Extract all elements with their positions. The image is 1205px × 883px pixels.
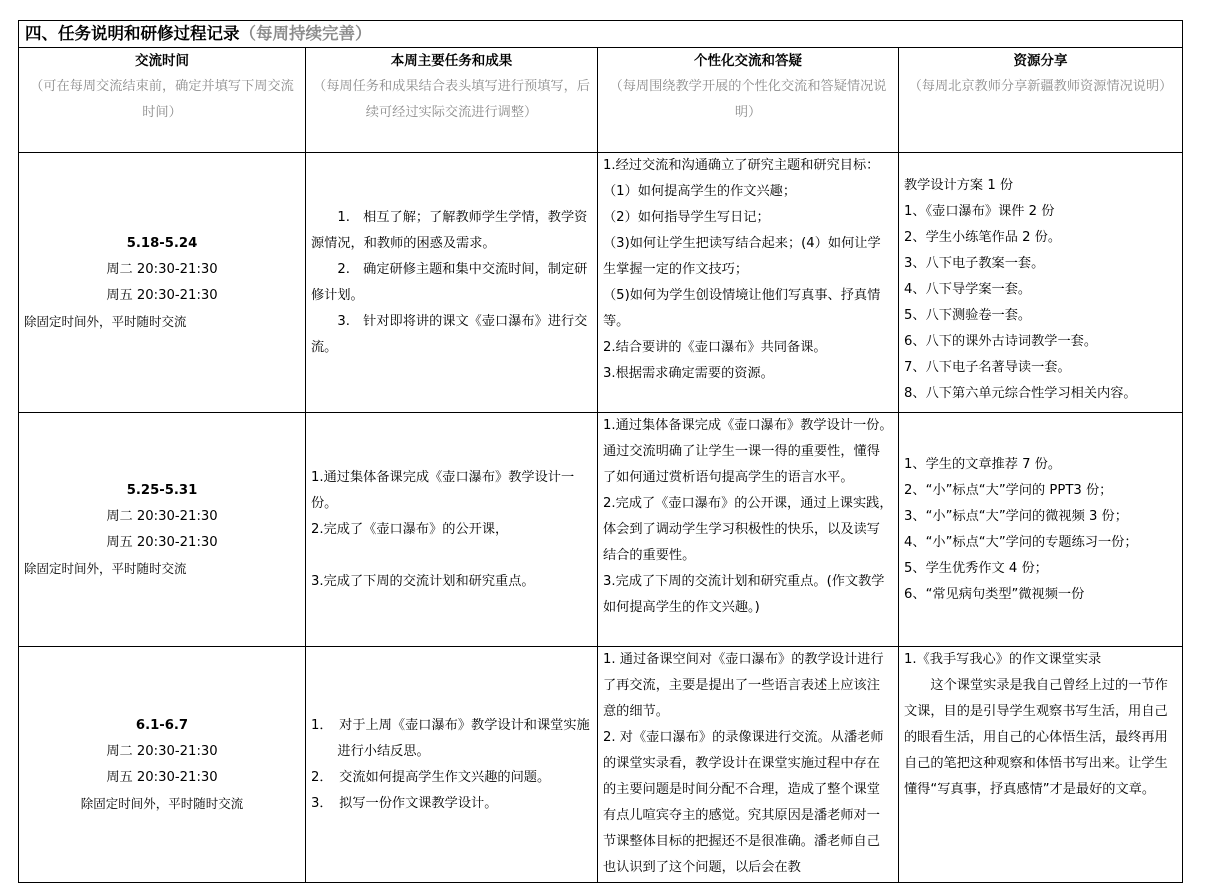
resource-item: 8、八下第六单元综合性学习相关内容。 [904,385,1137,401]
resource-item: 5、八下测验卷一套。 [904,307,1032,323]
resources-cell [899,153,1183,413]
section-title-main: 四、任务说明和研修过程记录 [25,24,240,43]
qa-item: （1）如何提高学生的作文兴趣； [603,184,797,199]
resource-item: 3、“小”标点“大”学问的微视频 3 份； [904,508,1128,524]
table-row [19,647,1183,883]
free-exchange-note: 除固定时间外，平时随时交流 [80,795,244,811]
table-row [19,413,1183,647]
qa-item: 2.结合要讲的《壶口瀑布》共同备课。 [603,340,827,355]
resource-item: 1、《壶口瀑布》课件 2 份 [904,203,1055,219]
resource-item: 1、学生的文章推荐 7 份。 [904,456,1062,472]
resource-item: 1.《我手写我心》的作文课堂实录 [904,652,1102,667]
resource-item: 5、学生优秀作文 4 份； [904,560,1048,576]
resource-item: 这个课堂实录是我自己曾经上过的一节作文课，目的是引导学生观察书写生活，用自己的眼看生活，用自己的心体悟生活，最终再用自己的笔把这种观察和体悟书写出来。让学生懂得“写真事，抒真感情”才是最好的文章。 [904,678,1168,797]
free-exchange-note: 除固定时间外，平时随时交流 [24,313,187,329]
qa-item: （2）如何指导学生写日记； [603,210,770,225]
header-cell-resources [899,48,1183,153]
week-range: 6.1-6.7 [135,717,189,733]
record-table-wrapper [18,20,1182,883]
tasks-cell [306,153,598,413]
header-note: （每周北京教师分享新疆教师资源情况说明） [908,79,1173,94]
task-item: 1.通过集体备课完成《壶口瀑布》教学设计一份。 [311,469,575,511]
qa-item: 1.通过集体备课完成《壶口瀑布》教学设计一份。通过交流明确了让学生一课一得的重要性，懂得了如何通过赏析语句提高学生的语言水平。 [603,418,893,485]
task-item: 3.完成了下周的交流计划和研究重点。 [311,573,535,589]
header-note: （每周围绕教学开展的个性化交流和答疑情况说明） [609,79,887,120]
tasks-cell [306,647,598,883]
task-item: 2． 交流如何提高学生作文兴趣的问题。 [311,769,551,785]
qa-item: （3)如何让学生把读写结合起来；(4）如何让学生掌握一定的作文技巧； [603,236,881,277]
task-item: 1． 对于上周《壶口瀑布》教学设计和课堂实施进行小结反思。 [311,717,590,759]
header-row [19,48,1183,153]
session-time: 周五 20:30-21:30 [106,534,218,550]
qa-item: 3.根据需求确定需要的资源。 [603,366,774,381]
time-cell [19,153,306,413]
session-time: 周二 20:30-21:30 [106,261,218,277]
qa-cell [598,153,899,413]
section-title-note: （每周持续完善） [239,24,372,43]
resource-item: 4、八下导学案一套。 [904,281,1032,297]
task-item: 1. 相互了解；了解教师学生学情，教学资源情况，和教师的困惑及需求。 [311,209,588,251]
session-time: 周五 20:30-21:30 [106,769,218,785]
task-item: 2. 确定研修主题和集中交流时间，制定研修计划。 [311,261,588,303]
section-title-row [19,21,1183,48]
week-range: 5.25-5.31 [126,482,198,498]
section-title [19,21,1183,48]
free-exchange-note: 除固定时间外，平时随时交流 [24,560,187,576]
qa-item: （5)如何为学生创设情境让他们写真事、抒真情等。 [603,288,881,329]
header-note: （每周任务和成果结合表头填写进行预填写，后续可经过实际交流进行调整） [313,79,590,120]
week-range: 5.18-5.24 [126,235,198,251]
task-item: 2.完成了《壶口瀑布》的公开课， [311,521,509,537]
qa-cell [598,647,899,883]
record-table [18,20,1183,883]
qa-item: 1.经过交流和沟通确立了研究主题和研究目标： [603,158,880,173]
resources-cell [899,647,1183,883]
session-time: 周五 20:30-21:30 [106,287,218,303]
qa-item: 1. 通过备课空间对《壶口瀑布》的教学设计进行了再交流，主要是提出了一些语言表述上应该注意的细节。 [603,652,884,719]
resource-item: 4、“小”标点“大”学问的专题练习一份； [904,534,1138,550]
resource-item: 7、八下电子名著导读一套。 [904,359,1071,375]
resource-item: 2、学生小练笔作品 2 份。 [904,229,1062,245]
resource-item: 教学设计方案 1 份 [904,177,1014,193]
header-label: 资源分享 [1013,53,1068,69]
header-cell-qa [598,48,899,153]
qa-cell [598,413,899,647]
header-label: 交流时间 [135,53,189,69]
header-note: （可在每周交流结束前，确定并填写下周交流时间） [30,79,294,120]
task-item: 3. 针对即将讲的课文《壶口瀑布》进行交流。 [311,313,588,355]
session-time: 周二 20:30-21:30 [106,508,218,524]
time-cell [19,647,306,883]
task-item: 3． 拟写一份作文课教学设计。 [311,795,498,811]
resource-item: 6、“常见病句类型”微视频一份 [904,586,1085,602]
session-time: 周二 20:30-21:30 [106,743,218,759]
qa-item: 2.完成了《壶口瀑布》的公开课，通过上课实践，体会到了调动学生学习积极性的快乐，以及读写结合的重要性。 [603,496,893,563]
qa-cell-clip [603,647,893,877]
header-cell-tasks [306,48,598,153]
tasks-cell [306,413,598,647]
resource-item: 2、“小”标点“大”学问的 PPT3 份； [904,482,1113,498]
task-item [311,543,592,569]
resource-item: 6、八下的课外古诗词教学一套。 [904,333,1098,349]
header-cell-time [19,48,306,153]
time-cell [19,413,306,647]
qa-item: 3.完成了下周的交流计划和研究重点。(作文教学如何提高学生的作文兴趣。) [603,574,885,615]
header-label: 个性化交流和答疑 [694,53,802,69]
resource-item: 3、八下电子教案一套。 [904,255,1045,271]
qa-item: 2. 对《壶口瀑布》的录像课进行交流。从潘老师的课堂实录看，教学设计在课堂实施过程中存在的主要问题是时间分配不合理，造成了整个课堂有点儿喧宾夺主的感觉。究其原因是潘老师对一节课整体目标的把握还不是很准确。潘老师自己也认识到了这个问题，以后会在教 [603,730,884,875]
resources-cell [899,413,1183,647]
header-label: 本周主要任务和成果 [390,53,513,69]
table-row [19,153,1183,413]
